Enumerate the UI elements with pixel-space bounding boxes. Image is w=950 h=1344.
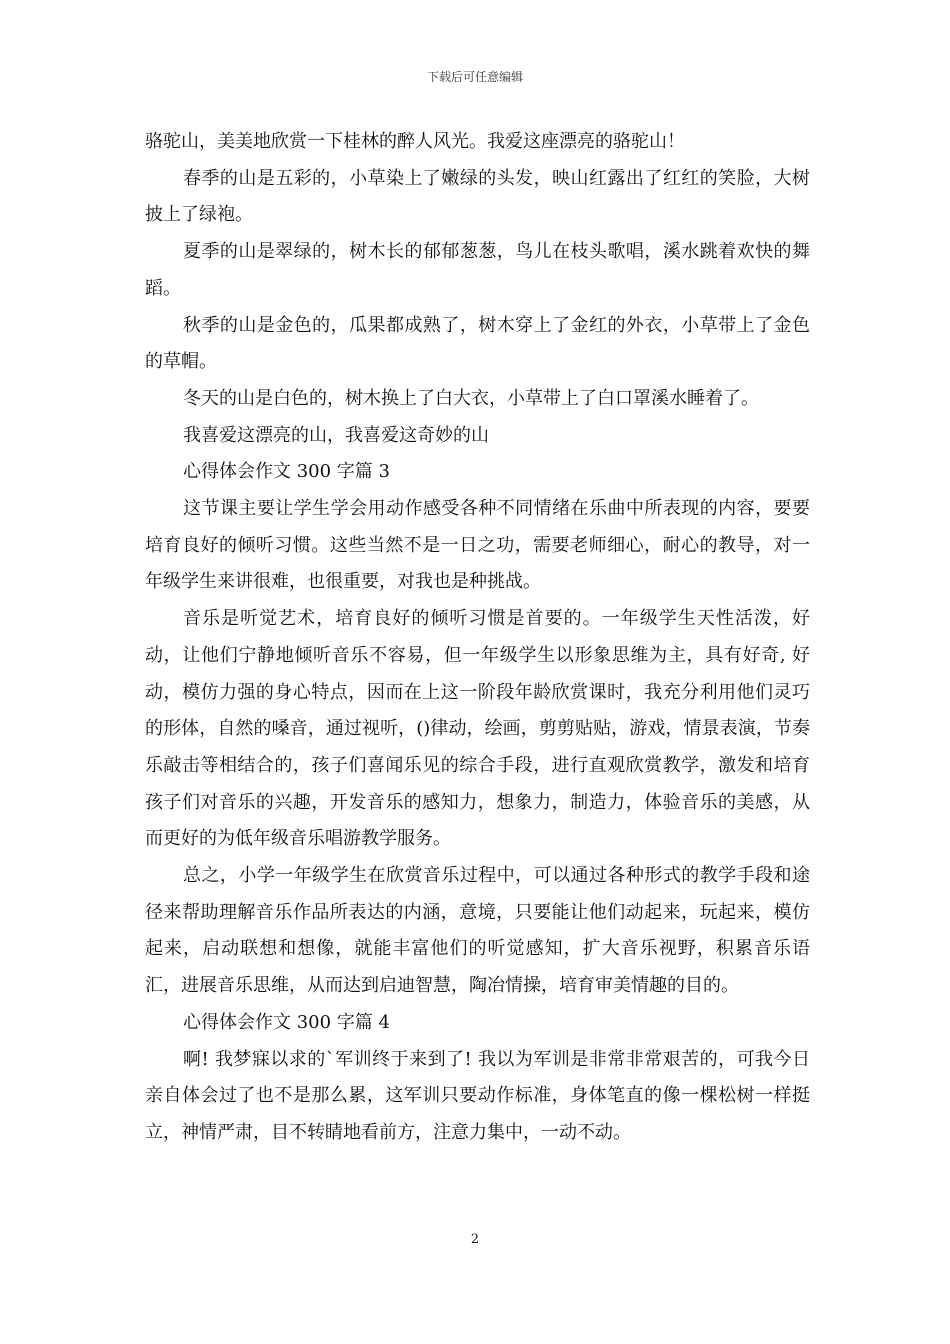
paragraph-winter: 冬天的山是白色的，树木换上了白大衣，小草带上了白口罩溪水睡着了。	[183, 387, 759, 409]
page-number: 2	[470, 1232, 480, 1247]
paragraph-military-training: 啊! 我梦寐以求的`军训终于来到了! 我以为军训是非常非常艰苦的，可我今日亲自体会过了也不是那么累，这军训只要动作标准，身体笔直的像一棵松树一样挺立，神情严肃，目不转睛地看前方，注意力集中，一动不动。	[145, 1048, 810, 1143]
paragraph-summer: 夏季的山是翠绿的，树木长的郁郁葱葱，鸟儿在枝头歌唱，溪水跳着欢快的舞蹈。	[145, 241, 810, 299]
paragraph-music: 音乐是听觉艺术，培育良好的倾听习惯是首要的。一年级学生天性活泼，好动，让他们宁静地倾听音乐不容易，但一年级学生以形象思维为主，具有好奇, 好动，模仿力强的身心特点，因而在上这一阶段年龄欣赏课时，我充分利用他们灵巧的形体，自然的嗓音，通过视听，()律动，绘画，剪剪贴贴，游戏，情景表演，节奏乐敲击等相结合的，孩子们喜闻乐见的综合手段，进行直观欣赏教学，激发和培育孩子们对音乐的兴趣，开发音乐的感知力，想象力，制造力，体验音乐的美感，从而更好的为低年级音乐唱游教学服务。	[145, 608, 810, 850]
paragraph-lesson: 这节课主要让学生学会用动作感受各种不同情绪在乐曲中所表现的内容，要要培育良好的倾听习惯。这些当然不是一日之功，需要老师细心，耐心的教导，对一年级学生来讲很难，也很重要，对我也是种挑战。	[145, 498, 810, 593]
paragraph-spring: 春季的山是五彩的，小草染上了嫩绿的头发，映山红露出了红红的笑脸，大树披上了绿袍。	[145, 167, 810, 226]
page-header: 下载后可任意编辑	[426, 70, 523, 84]
paragraph-summary: 总之，小学一年级学生在欣赏音乐过程中，可以通过各种形式的教学手段和途径来帮助理解音乐作品所表达的内涵，意境，只要能让他们动起来，玩起来，模仿起来，启动联想和想像，就能丰富他们的听觉感知，扩大音乐视野，积累音乐语汇，进展音乐思维，从而达到启迪智慧，陶冶情操，培育审美情趣的目的。	[145, 865, 810, 997]
section-heading-3: 心得体会作文 300 字篇 3	[183, 461, 390, 483]
paragraph-autumn: 秋季的山是金色的，瓜果都成熟了，树木穿上了金红的外衣，小草带上了金色的草帽。	[145, 314, 810, 373]
paragraph-love-mountain: 我喜爱这漂亮的山，我喜爱这奇妙的山	[183, 424, 489, 446]
document-body	[145, 124, 810, 1152]
section-heading-4: 心得体会作文 300 字篇 4	[183, 1011, 390, 1033]
paragraph-1: 骆驼山，美美地欣赏一下桂林的醉人风光。我爱这座漂亮的骆驼山！	[145, 131, 685, 152]
